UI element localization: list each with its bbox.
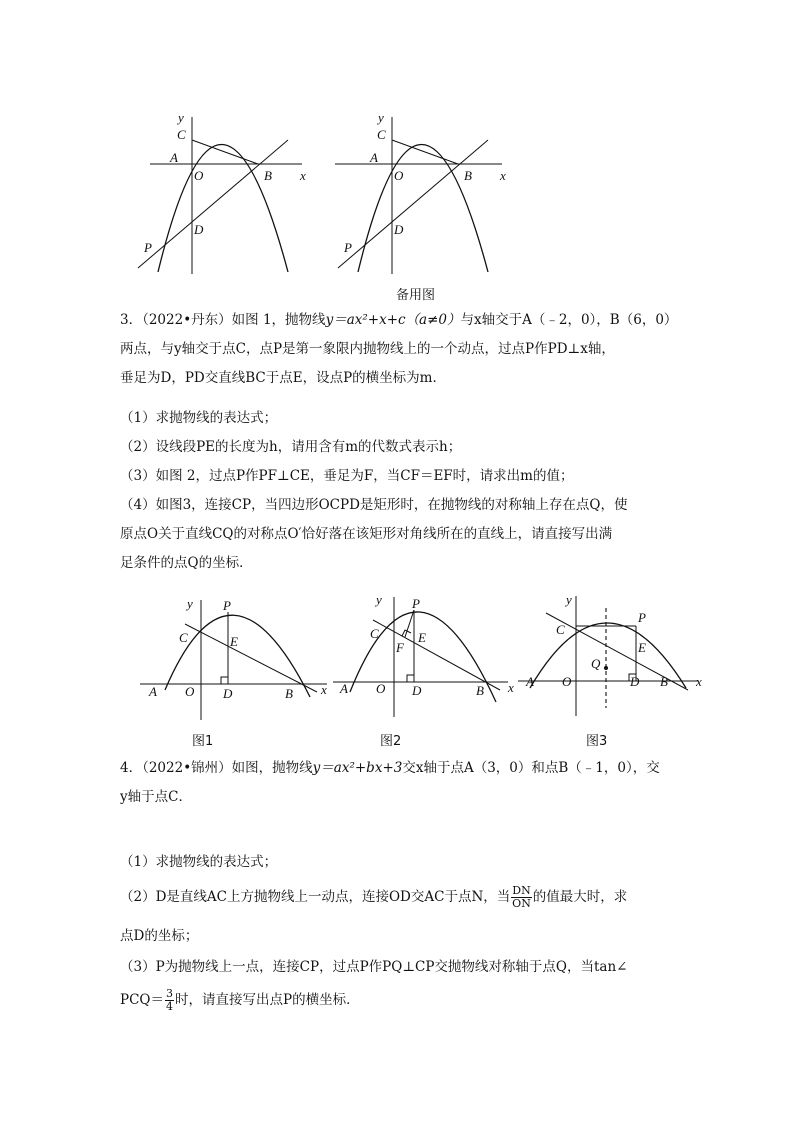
label-c: C — [370, 626, 379, 641]
problem3-q4-line2: 原点O关于直线CQ的对称点O′恰好落在该矩形对角线所在的直线上，请直接写出满 — [120, 526, 613, 542]
top-figure-left — [130, 102, 310, 282]
text: 如图 1，抛物线 — [231, 312, 326, 328]
label-b: B — [660, 674, 668, 689]
label-q: Q — [591, 656, 601, 671]
label-o: O — [376, 681, 386, 696]
label-b: B — [264, 168, 272, 183]
fraction-denominator: ON — [512, 897, 531, 910]
label-e: E — [418, 630, 426, 645]
label-x: x — [321, 682, 327, 697]
label-p: P — [412, 596, 420, 611]
figure-3-caption: 图3 — [586, 734, 608, 749]
problem3-q2: （2）设线段PE的长度为h，请用含有m的代数式表示h； — [120, 439, 462, 455]
label-p: P — [638, 610, 646, 625]
figure-3 — [516, 588, 716, 718]
text: PCQ＝ — [120, 992, 164, 1008]
problem4-line2: y轴于点C． — [120, 789, 192, 805]
label-o: O — [394, 168, 404, 183]
label-c: C — [556, 622, 565, 637]
label-d: D — [394, 222, 404, 237]
problem3-q4-line3: 足条件的点Q的坐标． — [120, 555, 253, 571]
problem3-source: （2022•丹东） — [142, 312, 232, 328]
fraction-dn-on — [511, 885, 531, 910]
problem4-q1: （1）求抛物线的表达式； — [120, 854, 278, 870]
text: （2）D是直线AC上方抛物线上一动点，连接OD交AC于点N，当 — [120, 889, 511, 905]
line-bc — [185, 624, 317, 692]
label-p: P — [223, 598, 231, 613]
label-d: D — [194, 222, 204, 237]
label-c: C — [179, 630, 188, 645]
label-a: A — [170, 150, 178, 165]
problem3-q1: （1）求抛物线的表达式； — [120, 410, 278, 426]
text: 与x轴交于A（﹣2，0），B（6，0） — [460, 312, 678, 328]
label-b: B — [476, 683, 484, 698]
label-b: B — [285, 686, 293, 701]
label-d: D — [223, 686, 233, 701]
figure-2-caption: 图2 — [380, 734, 402, 749]
problem4-q3-line1: （3）P为抛物线上一点，连接CP，过点P作PQ⊥CP交抛物线对称轴于点Q，当tan∠ — [120, 959, 628, 975]
label-o: O — [562, 674, 572, 689]
problem4-q2-line1 — [120, 885, 680, 910]
label-a: A — [149, 684, 157, 699]
problem4-number: 4． — [120, 760, 143, 776]
label-a: A — [340, 681, 348, 696]
text: 时，请直接写出点P的横坐标． — [174, 992, 360, 1008]
label-p: P — [144, 240, 152, 255]
problem3-line2: 两点，与y轴交于点C，点P是第一象限内抛物线上的一个动点，过点P作PD⊥x轴， — [120, 341, 615, 357]
label-o: O — [185, 684, 195, 699]
label-c: C — [177, 127, 186, 142]
fraction-three-quarters — [165, 988, 174, 1013]
label-d: D — [412, 683, 422, 698]
label-d: D — [630, 674, 640, 689]
fraction-numerator: DN — [512, 884, 531, 897]
problem3-number: 3． — [120, 312, 143, 328]
parabola-equation: y＝ax²+x+c（a≠0） — [325, 312, 461, 328]
point-q — [604, 666, 608, 670]
right-angle-mark-d — [407, 675, 414, 682]
label-x: x — [300, 168, 306, 183]
parabola-equation: y＝ax²+bx+3 — [312, 760, 403, 776]
label-x: x — [500, 168, 506, 183]
label-b: B — [464, 168, 472, 183]
problem4-source: （2022•锦州） — [142, 760, 232, 776]
label-c: C — [377, 127, 386, 142]
figure-1-caption: 图1 — [192, 734, 214, 749]
text: 如图，抛物线 — [231, 760, 313, 776]
segment-cb — [192, 140, 258, 164]
problem4-q3-line2 — [120, 988, 680, 1013]
label-y: y — [566, 592, 572, 607]
text: 交x轴于点A（3，0）和点B（﹣1，0），交 — [402, 760, 660, 776]
label-f: F — [396, 640, 404, 655]
label-o: O — [194, 168, 204, 183]
problem3-q4-line1: （4）如图3，连接CP，当四边形OCPD是矩形时，在抛物线的对称轴上存在点Q，使 — [120, 497, 628, 513]
label-y: y — [376, 592, 382, 607]
label-a: A — [526, 674, 534, 689]
fraction-denominator: 4 — [165, 1000, 173, 1013]
label-a: A — [370, 150, 378, 165]
figure-1 — [135, 592, 335, 722]
label-y: y — [178, 110, 184, 125]
right-angle-mark — [221, 677, 228, 684]
line-pb — [138, 140, 288, 268]
label-p: P — [344, 240, 352, 255]
label-e: E — [638, 640, 646, 655]
label-x: x — [508, 680, 514, 695]
line-pb — [338, 140, 488, 268]
text: 的值最大时，求 — [532, 889, 628, 905]
problem3-line1 — [120, 310, 680, 331]
top-figure-right — [330, 102, 510, 282]
label-e: E — [230, 634, 238, 649]
problem3-q3: （3）如图 2，过点P作PF⊥CE，垂足为F，当CF＝EF时，请求出m的值； — [120, 468, 574, 484]
label-y: y — [187, 596, 193, 611]
problem4-q2-line2: 点D的坐标； — [120, 928, 199, 944]
spare-figure-caption: 备用图 — [396, 288, 436, 303]
figure-2 — [328, 592, 528, 722]
segment-cb — [392, 140, 458, 164]
problem4-line1 — [120, 758, 680, 779]
line-bc — [373, 620, 500, 690]
fraction-numerator: 3 — [165, 987, 173, 1000]
problem3-line3: 垂足为D，PD交直线BC于点E，设点P的横坐标为m． — [120, 370, 446, 386]
label-x: x — [696, 674, 702, 689]
label-y: y — [378, 110, 384, 125]
